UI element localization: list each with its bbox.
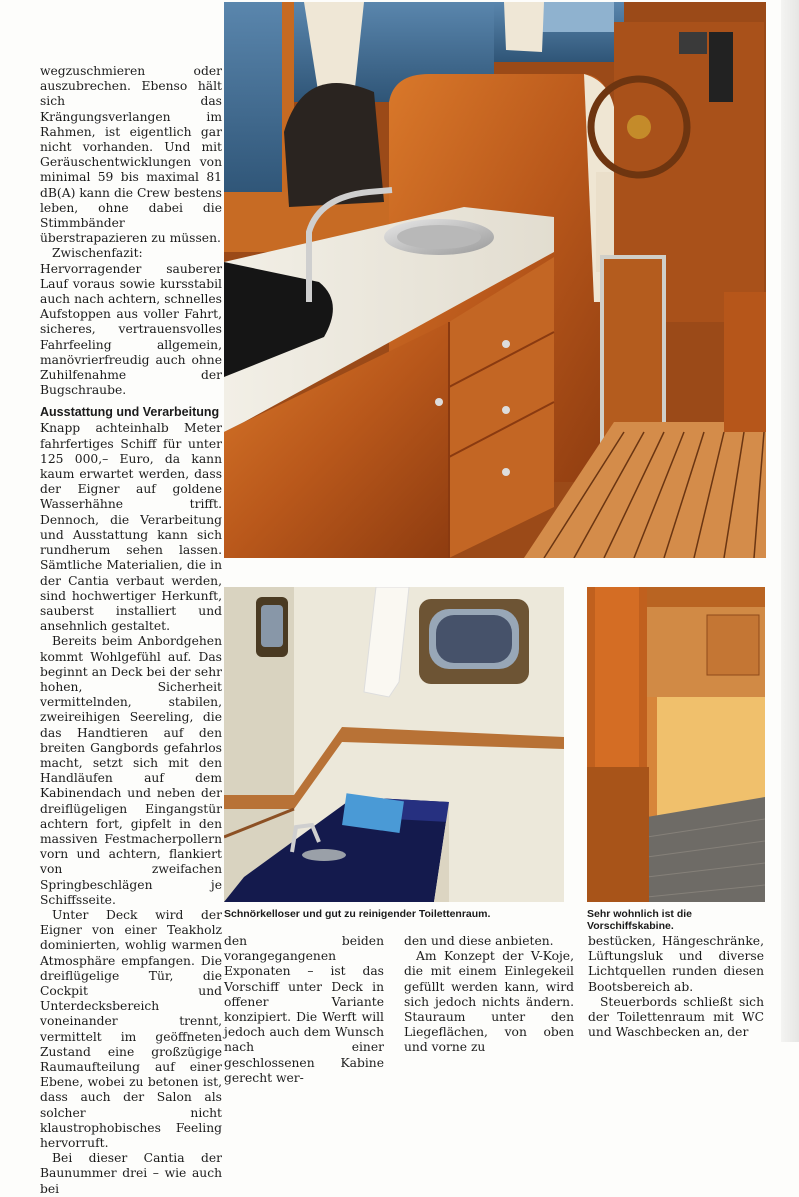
- paragraph: Steuerbords schließt sich der Toilettenraum mit WC und Waschbecken an, der: [588, 994, 764, 1040]
- article-left-column: [40, 64, 222, 1197]
- section-heading: Ausstattung und Verarbeitung: [40, 405, 220, 420]
- article-bottom-column-3: [588, 934, 764, 1040]
- paragraph: wegzuschmieren oder auszubrechen. Ebenso hält sich das Krängungsverlangen im Rahmen, ist eigentlich gar nicht vorhanden. Und mit Geräuschentwicklungen von minimal 59 bis maximal 81 dB(A) kann die Crew bestens leben, ohne dabei die Stimmbänder überstrapazieren zu müssen.: [40, 64, 222, 246]
- paragraph: Bereits beim Anbordgehen kommt Wohlgefühl auf. Das beginnt an Deck bei der sehr hohen, Sicherheit vermittelnden, stabilen, zweireihigen Seereling, die das Handtieren auf den breiten Gangbords gefahrlos macht, setzt sich mit den Handläufen auf dem Kabinendach und neben der dreiflügeligen Eingangstür achtern fort, gipfelt in den massiven Festmacherpollern vorn und achtern, flankiert von zweifachen Springbeschlägen je Schiffsseite.: [40, 634, 222, 907]
- paragraph: den und diese anbieten.: [404, 934, 554, 948]
- paragraph: Bei dieser Cantia der Baunummer drei – wie auch bei: [40, 1151, 222, 1196]
- article-bottom-column-1: [224, 934, 384, 1086]
- cabin-photo: [587, 587, 765, 902]
- paragraph: Unter Deck wird der Eigner von einer Teakholz dominierten, wohlig warmen Atmosphäre empfangen. Die dreiflügelige Tür, die Cockpit und Unterdecksbereich voneinander trennt, vermittelt im geöffneten Zustand eine großzügige Raumaufteilung auf einer Ebene, wobei zu betonen ist, dass auch der Salon als solcher nicht klaustrophobisches Feeling hervorruft.: [40, 907, 222, 1151]
- cabin-caption: Sehr wohnlich ist die Vorschiffskabine.: [587, 908, 693, 932]
- paragraph: Zwischenfazit: Hervorragender sauberer Lauf voraus sowie kursstabil auch nach achtern, schnelles Aufstoppen aus voller Fahrt, sicheres, vertrauensvolles Fahrfeeling allgemein, manövrierfreudig auch ohne Zuhilfenahme der Bugschraube.: [40, 246, 222, 398]
- galley-photo: [224, 2, 766, 558]
- toilet-photo: [224, 587, 564, 902]
- paragraph: Am Konzept der V-Koje, die mit einem Einlegekeil gefüllt werden kann, wird sich jedoch nichts ändern. Stauraum unter den Liegeflächen, von oben und vorne zu: [404, 949, 574, 1055]
- paragraph: den beiden vorangegangenen Exponaten – ist das Vorschiff unter Deck in offener Variante konzipiert. Die Werft will jedoch auch dem Wunsch nach einer geschlossenen Kabine gerecht wer-: [224, 934, 384, 1085]
- toilet-caption: Schnörkelloser und gut zu reinigender Toilettenraum.: [224, 908, 491, 920]
- page-edge: [781, 0, 799, 1042]
- paragraph: Knapp achteinhalb Meter fahrfertiges Schiff für unter 125 000,– Euro, da kann kaum erwartet werden, dass der Eigner auf goldene Wasserhähne trifft. Dennoch, die Verarbeitung und Ausstattung kann sich rundherum sehen lassen. Sämtliche Materialien, die in der Cantia verbaut werden, sind hochwertiger Herkunft, sauberst installiert und ansehnlich gestaltet.: [40, 421, 222, 634]
- article-bottom-column-2: [404, 934, 574, 1056]
- paragraph: bestücken, Hängeschränke, Lüftungsluk und diverse Lichtquellen runden diesen Bootsbereich ab.: [588, 934, 764, 994]
